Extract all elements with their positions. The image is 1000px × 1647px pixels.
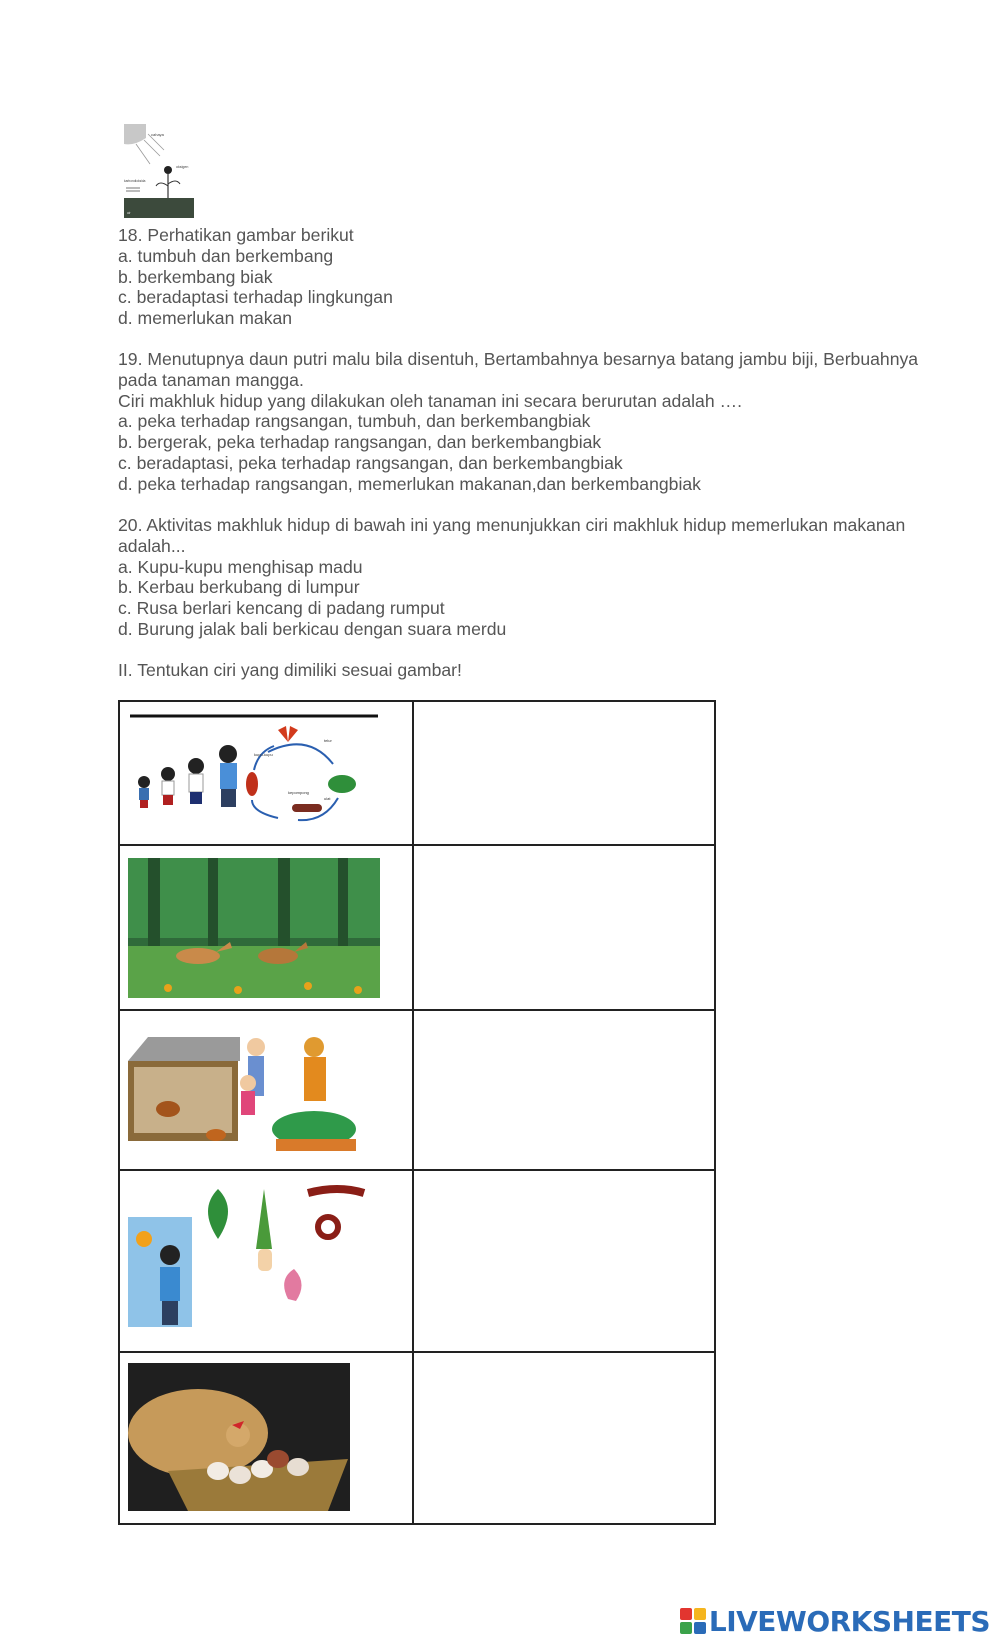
mimosa-leaf-icon (208, 1189, 228, 1239)
cycle-label-egg: telur (324, 738, 332, 743)
question-19-line-2: pada tanaman mangga. (118, 369, 304, 390)
picture-cell (119, 1010, 413, 1170)
question-19-line-3: Ciri makhluk hidup yang dilakukan oleh tanaman ini secara berurutan adalah …. (118, 390, 742, 411)
photosynthesis-figure (124, 124, 194, 218)
closed-leaf-icon (256, 1189, 272, 1249)
q18-option-a: a. tumbuh dan berkembang (118, 245, 334, 266)
answer-cell[interactable] (413, 701, 715, 845)
chicken-icon (206, 1129, 226, 1141)
fig-label-sun: cahaya (151, 132, 164, 137)
boy-shielding-eyes-icon (160, 1245, 180, 1325)
table-row (119, 1170, 715, 1352)
fig-label-water: air (127, 211, 131, 215)
question-19 (118, 349, 948, 495)
answer-cell[interactable] (413, 1170, 715, 1352)
child-2-icon (161, 767, 175, 805)
question-20-line-1: 20. Aktivitas makhluk hidup di bawah ini yang menunjukkan ciri makhluk hidup memerlukan makanan (118, 515, 906, 535)
liveworksheets-logo-text: LIVEWORKSHEETS (708, 1604, 990, 1638)
teen-icon (219, 745, 237, 807)
fig-label-co2: karbondioksida (124, 179, 146, 183)
child-1-icon (138, 776, 150, 808)
question-18 (118, 225, 948, 329)
egg-icon (207, 1462, 229, 1480)
flower-plant-icon (284, 1269, 301, 1301)
child-3-icon (188, 758, 204, 804)
sun-icon (136, 1231, 152, 1247)
cycle-label-pupa: kepompong (288, 790, 309, 795)
q19-option-b: b. bergerak, peka terhadap rangsangan, dan berkembangbiak (118, 432, 602, 453)
picture-cell (119, 1352, 413, 1524)
section-2 (118, 660, 948, 681)
question-19-line-1: 19. Menutupnya daun putri malu bila disentuh, Bertambahnya besarnya batang jambu biji, Berbuahnya (118, 349, 919, 369)
cycle-label-larva: ulat (324, 796, 331, 801)
child-icon (240, 1075, 256, 1115)
q20-option-b: b. Kerbau berkubang di lumpur (118, 577, 360, 598)
answer-cell[interactable] (413, 1352, 715, 1524)
q19-option-c: c. beradaptasi, peka terhadap rangsangan, dan berkembangbiak (118, 452, 623, 473)
growth-life-cycle-image (128, 712, 378, 838)
liveworksheets-logo (680, 1604, 990, 1638)
leaf-icon (328, 775, 356, 793)
picture-cell (119, 845, 413, 1010)
millipede-icon (308, 1189, 364, 1237)
q19-option-d: d. peka terhadap rangsangan, memerlukan makanan,dan berkembangbiak (118, 473, 701, 494)
q18-option-b: b. berkembang biak (118, 266, 273, 287)
chrysalis-icon (246, 772, 258, 796)
q20-option-c: c. Rusa berlari kencang di padang rumput (118, 598, 445, 619)
q19-option-a: a. peka terhadap rangsangan, tumbuh, dan berkembangbiak (118, 411, 591, 432)
deer-running-image (128, 858, 380, 998)
hen-with-eggs-image (128, 1363, 350, 1511)
table-row (119, 1352, 715, 1524)
liveworksheets-logo-icon (680, 1608, 706, 1634)
mother-icon (304, 1037, 326, 1101)
fig-label-gas: oksigen (176, 165, 189, 169)
answer-cell[interactable] (413, 1010, 715, 1170)
section-2-title: II. Tentukan ciri yang dimiliki sesuai gambar! (118, 660, 462, 680)
egg-icon (229, 1466, 251, 1484)
picture-cell (119, 701, 413, 845)
q18-option-d: d. memerlukan makan (118, 308, 293, 329)
picture-cell (119, 1170, 413, 1352)
q20-option-d: d. Burung jalak bali berkicau dengan suara merdu (118, 618, 507, 639)
chicken-icon (156, 1101, 180, 1117)
question-20 (118, 515, 948, 640)
stimuli-response-image (128, 1179, 368, 1347)
question-18-text: 18. Perhatikan gambar berikut (118, 225, 354, 245)
picture-answer-table (118, 700, 716, 1525)
q18-option-c: c. beradaptasi terhadap lingkungan (118, 287, 393, 308)
family-feeding-chickens-image (128, 1031, 366, 1155)
table-row (119, 845, 715, 1010)
question-20-line-2: adalah... (118, 535, 186, 556)
cycle-label-butterfly: kupu-kupu (254, 752, 273, 757)
egg-icon (267, 1450, 289, 1468)
table-row (119, 1010, 715, 1170)
table-row (119, 701, 715, 845)
caterpillar-icon (292, 804, 322, 812)
hand-icon (258, 1249, 272, 1271)
butterfly-icon (278, 726, 298, 742)
sun-shape (124, 124, 146, 144)
answer-cell[interactable] (413, 845, 715, 1010)
q20-option-a: a. Kupu-kupu menghisap madu (118, 556, 363, 577)
egg-icon (287, 1458, 309, 1476)
